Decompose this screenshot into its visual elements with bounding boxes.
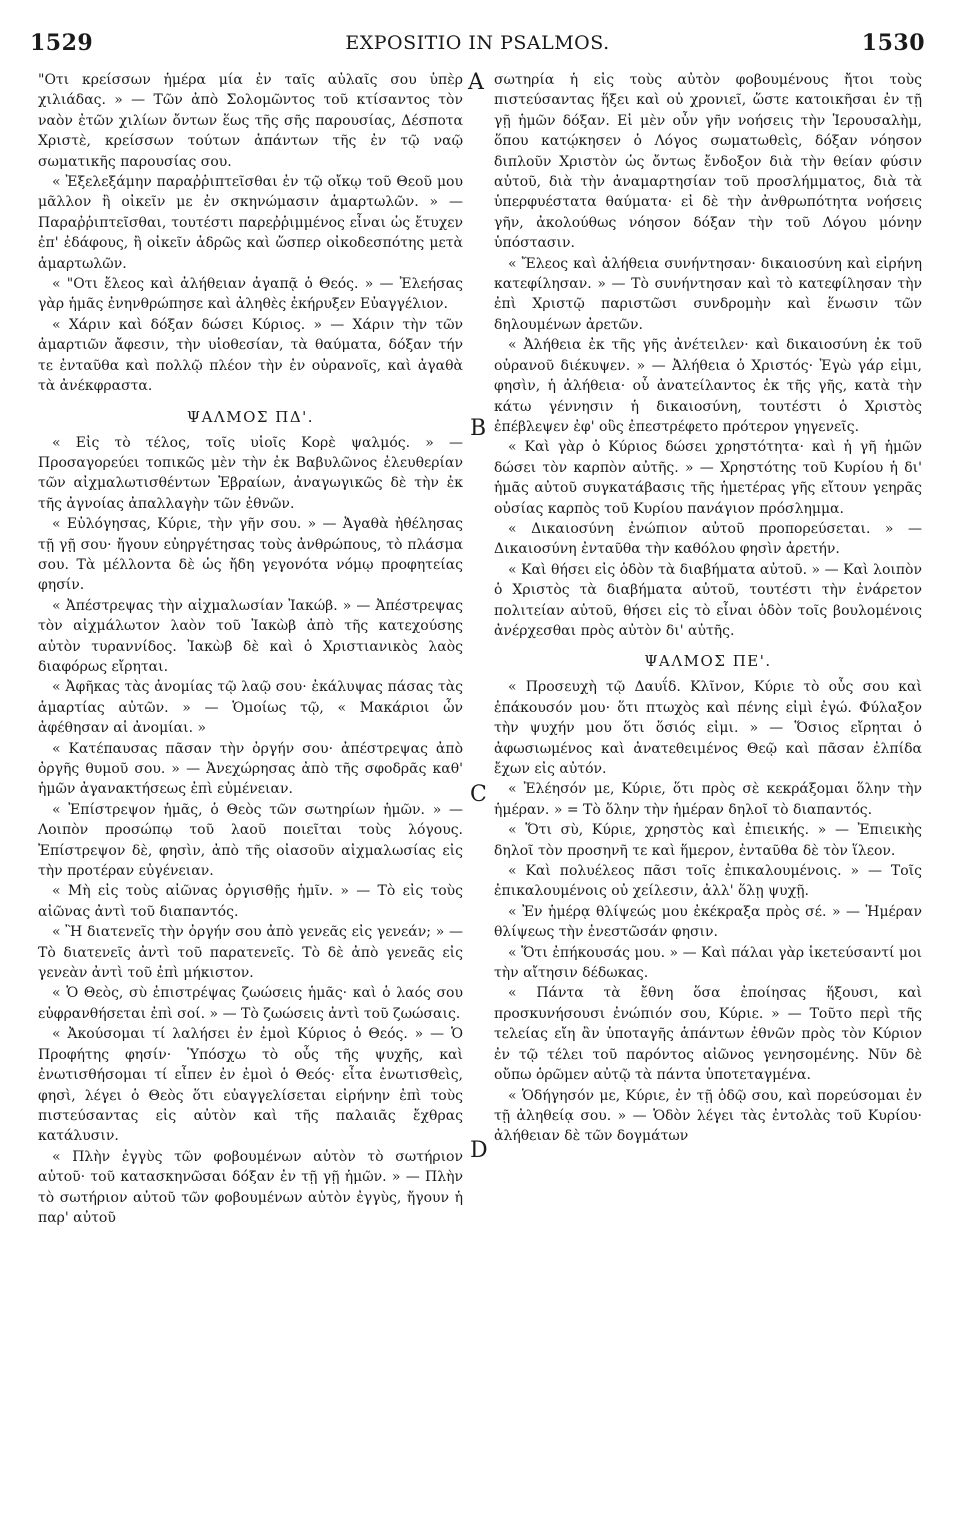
paragraph: « Καὶ πολυέλεος πᾶσι τοῖς ἐπικαλουμένοις. » — Τοῖς ἐπικαλουμένοις οὐ χείλεσιν, ἀλλ' ὅλῃ ψυχῇ. bbox=[494, 863, 922, 900]
running-title: EXPOSITIO IN PSALMOS. bbox=[345, 32, 610, 54]
paragraph: « Χάριν καὶ δόξαν δώσει Κύριος. » — Χάριν τὴν τῶν ἁμαρτιῶν ἄφεσιν, τὴν υἱοθεσίαν, τὰ θαύματα, δόξαν τήν τε ἐνταῦθα καὶ πολλῷ πλέον τὴν ἐν οὐρανοῖς, καὶ ἀγαθὰ τὰ ἀνέκφραστα. bbox=[38, 316, 463, 395]
running-header bbox=[30, 30, 925, 64]
paragraph: « Δικαιοσύνη ἐνώπιον αὐτοῦ προπορεύσεται. » — Δικαιοσύνη ἐνταῦθα τὴν καθόλου φησὶν ἀρετήν. bbox=[494, 520, 922, 558]
margin-letter-b: B bbox=[470, 416, 487, 441]
paragraph: « Ἐπίστρεψον ἡμᾶς, ὁ Θεὸς τῶν σωτηρίων ἡμῶν. » — Λοιπὸν προσώπῳ τοῦ λαοῦ ποιεῖται τοὺς λόγους. Ἐπίστρεψον δὲ, φησὶν, ἀπὸ τῆς οἰασοῦν αἰχμαλωσίας εἰς τὴν προτέραν εὐγένειαν. bbox=[38, 801, 463, 880]
paragraph: « Προσευχὴ τῷ Δαυΐδ. Κλῖνον, Κύριε τὸ οὖς σου καὶ ἐπάκουσόν μου· ὅτι πτωχὸς καὶ πένης εἰμὶ ἐγώ. Φύλαξον τὴν ψυχήν μου ὅτι ὅσιός εἰμι. » — Ὅσιος εἴρηται ὁ ἀφωσιωμένος καὶ ἀνατεθειμένος Θεῷ καὶ πᾶσαν ἐλπίδα ἔχων εἰς αὐτόν. bbox=[494, 679, 922, 777]
paragraph: « Εἰς τὸ τέλος, τοῖς υἱοῖς Κορὲ ψαλμός. » — Προσαγορεύει τοπικῶς μὲν τὴν ἐκ Βαβυλῶνος ἐλευθερίαν τῶν αἰχμαλωτισθέντων Ἑβραίων, ἀναγωγικῶς δὲ τὴν ἐκ τῆς ἀγνοίας ἀπαλλαγὴν τῶν ἐθνῶν. bbox=[38, 434, 463, 512]
right-column bbox=[494, 70, 922, 1147]
left-column bbox=[38, 70, 463, 1228]
page-number-left: 1529 bbox=[30, 30, 94, 56]
margin-letter-c: C bbox=[470, 782, 487, 807]
paragraph: « Ἀπέστρεψας τὴν αἰχμαλωσίαν Ἰακώβ. » — Ἀπέστρεψας τὸν αἰχμάλωτον λαὸν τοῦ Ἰακὼβ ἀπὸ τῆς κατεχούσης αὐτὸν τυραννίδος. Ἰακὼβ δὲ καὶ ὁ Χριστιανικὸς λαὸς διαφόρως εἴρηται. bbox=[38, 597, 463, 675]
paragraph: « Ὅτι ἐπήκουσάς μου. » — Καὶ πάλαι γὰρ ἱκετεύσαντί μοι τὴν αἴτησιν δέδωκας. bbox=[494, 944, 922, 982]
paragraph: « Ἀλήθεια ἐκ τῆς γῆς ἀνέτειλεν· καὶ δικαιοσύνη ἐκ τοῦ οὐρανοῦ διέκυψεν. » — Ἀλήθεια ὁ Χριστός· Ἐγὼ γάρ εἰμι, φησὶν, ἡ ἀλήθεια· οὗ ἀνατείλαντος ἐκ τῆς γῆς, κατὰ τὴν κάτω γέννησιν ἡ δικαιοσύνη, τουτέστι ὁ Χριστὸς ἐπέβλεψεν ἐφ' οὓς ἐπεστρέφετο πρότερον γηγενεῖς. bbox=[494, 337, 922, 435]
paragraph: « Εὐλόγησας, Κύριε, τὴν γῆν σου. » — Ἀγαθὰ ἠθέλησας τῇ γῇ σου· ἤγουν εὐηργέτησας τοὺς ἀνθρώπους, τὸ πλάσμα σου. Τὰ μέλλοντα δὲ ὡς ἤδη γεγονότα νόμῳ προφητείας φησίν. bbox=[38, 516, 463, 594]
paragraph: « Καὶ γὰρ ὁ Κύριος δώσει χρηστότητα· καὶ ἡ γῆ ἡμῶν δώσει τὸν καρπὸν αὐτῆς. » — Χρηστότης τοῦ Κυρίου ἡ δι' ἡμᾶς αὐτοῦ συγκατάβασις τῆς ἡμετέρας γῆς εἴτουν γεηρᾶς οὐσίας καρπὸς τοῦ Κυρίου πανάγιον πρόσλημμα. bbox=[494, 439, 922, 517]
paragraph: « Ἔλεος καὶ ἀλήθεια συνήντησαν· δικαιοσύνη καὶ εἰρήνη κατεφίλησαν. » — Τὸ συνήντησαν καὶ τὸ κατεφίλησαν τὴν ἐπὶ Χριστῷ παριστῶσι συνδρομὴν καὶ ἕνωσιν τῶν δηλουμένων ἀρετῶν. bbox=[494, 255, 922, 333]
paragraph: « Ἐν ἡμέρᾳ θλίψεώς μου ἐκέκραξα πρὸς σέ. » — Ἡμέραν θλίψεως τὴν ἐνεστῶσάν φησιν. bbox=[494, 903, 922, 941]
margin-letter-a: A bbox=[468, 70, 484, 95]
paragraph: σωτηρία ἡ εἰς τοὺς αὐτὸν φοβουμένους ἤτοι τοὺς πιστεύσαντας ἥξει καὶ οὐ χρονιεῖ, ὥστε κατοικῆσαι ἐν τῇ γῇ ἡμῶν δόξαν. Εἰ μὲν οὖν γῆν νοήσεις τὴν Ἱερουσαλὴμ, ὅπου κατῴκησεν ὁ Λόγος σωματωθεὶς, δόξαν νόησον διπλοῦν Χριστὸν ὡς ὄντως ἔνδοξον διὰ τὴν θείαν φύσιν αὐτοῦ, διὰ τὴν ἀναμαρτησίαν τοῦ προσλήμματος, διὰ τὰ ὑπερφυέστατα θαύματα· εἰ δὲ τὴν ἀνθρωπότητα νοήσεις γῆν, ἀκολούθως νόησον δόξαν τὴν τοῦ Λόγου μόνην ὑπόστασιν. bbox=[494, 72, 922, 252]
paragraph: « Ἀφῆκας τὰς ἀνομίας τῷ λαῷ σου· ἐκάλυψας πάσας τὰς ἁμαρτίας αὐτῶν. » — Ὁμοίως τῷ, « Μακάριοι ὧν ἀφέθησαν αἱ ἀνομίαι. » bbox=[38, 679, 463, 737]
margin-letter-d: D bbox=[470, 1138, 488, 1163]
psalm-heading: ΨΑΛΜΟΣ ΠΔ'. bbox=[186, 407, 315, 426]
paragraph: « Καὶ θήσει εἰς ὁδὸν τὰ διαβήματα αὐτοῦ. » — Καὶ λοιπὸν ὁ Χριστὸς τὰ διαβήματα αὐτοῦ, τουτέστι τὴν ἐνάρετον πολιτείαν αὐτοῦ, θήσει εἰς τὸ εἶναι ὁδὸν τοῖς βουλομένοις ἀνέρχεσθαι πρὸς αὐτὸν δι' αὐτῆς. bbox=[494, 561, 922, 639]
paragraph: "Οτι κρείσσων ἡμέρα μία ἐν ταῖς αὐλαῖς σου ὑπὲρ χιλιάδας. » — Τῶν ἀπὸ Σολομῶντος τοῦ κτίσαντος τὸν ναὸν ἐτῶν χιλίων ὄντων ἕως τῆς σῆς παρουσίας, Δέσποτα Χριστὲ, κρείσσων τούτων ἁπάντων τῆς ἐν τῷ ναῷ σωματικῆς παρουσίας σου. bbox=[38, 72, 463, 170]
paragraph: « Ἀκούσομαι τί λαλήσει ἐν ἐμοὶ Κύριος ὁ Θεός. » — Ὁ Προφήτης φησίν· Ὑπόσχω τὸ οὖς τῆς ψυχῆς, καὶ ἐνωτισθήσομαι τί εἶπεν ἐν ἐμοὶ ὁ Θεός· εἶτα ἐνωτισθεὶς, φησὶ, λέγει ὁ Θεὸς ὅτι εὐαγγελίσεται εἰρήνην ἐπὶ τοὺς πιστεύσαντας εἰς αὐτὸν καὶ τῆς παλαιᾶς ἔχθρας κατάλυσιν. bbox=[38, 1026, 463, 1145]
paragraph: « Ὅτι σὺ, Κύριε, χρηστὸς καὶ ἐπιεικής. » — Ἐπιεικὴς δηλοῖ τὸν προσηνῆ τε καὶ ἥμερον, ἐνταῦθα δὲ τὸν ἵλεον. bbox=[494, 822, 922, 859]
paragraph: « Ἐξελεξάμην παραῤῥιπτεῖσθαι ἐν τῷ οἴκῳ τοῦ Θεοῦ μου μᾶλλον ἢ οἰκεῖν με ἐν σκηνώμασιν ἁμαρτωλῶν. » — Παραῤῥιπτεῖσθαι, τουτέστι παρεῤῥιμμένος εἶναι ὡς ἔτυχεν ἐπ' ἐδάφους, ἢ οἰκεῖν ἁδρῶς καὶ ὥσπερ οἰκοδεσπότης μετὰ ἁμαρτωλῶν. bbox=[38, 174, 463, 272]
paragraph: « "Οτι ἔλεος καὶ ἀλήθειαν ἀγαπᾷ ὁ Θεός. » — Ἐλεήσας γὰρ ἡμᾶς ἐνηνθρώπησε καὶ ἀληθὲς ἐκήρυξεν Εὐαγγέλιον. bbox=[38, 276, 463, 313]
paragraph: « Ὁ Θεὸς, σὺ ἐπιστρέψας ζωώσεις ἡμᾶς· καὶ ὁ λαός σου εὐφρανθήσεται ἐπὶ σοί. » — Τὸ ζωώσεις ἀντὶ τοῦ ζωώσαις. bbox=[38, 985, 463, 1022]
paragraph: « Πλὴν ἐγγὺς τῶν φοβουμένων αὐτὸν τὸ σωτήριον αὐτοῦ· τοῦ κατασκηνῶσαι δόξαν ἐν τῇ γῇ ἡμῶν. » — Πλὴν τὸ σωτήριον αὐτοῦ τῶν φοβουμένων αὐτὸν ἐγγὺς, ἤγουν ἡ παρ' αὐτοῦ bbox=[38, 1148, 463, 1226]
paragraph: « Πάντα τὰ ἔθνη ὅσα ἐποίησας ἥξουσι, καὶ προσκυνήσουσι ἐνώπιόν σου, Κύριε. » — Τοῦτο περὶ τῆς τελείας εἴη ἂν ὑποταγῆς ἁπάντων ἐθνῶν πρὸς τὸν Κύριον ἐν τῷ τέλει τοῦ παρόντος αἰῶνος γενησομένης. Νῦν δὲ οὔπω ὁρῶμεν αὐτῷ τὰ πάντα ὑποτεταγμένα. bbox=[494, 985, 922, 1084]
paragraph: « Μὴ εἰς τοὺς αἰῶνας ὀργισθῇς ἡμῖν. » — Τὸ εἰς τοὺς αἰῶνας ἀντὶ τοῦ διαπαντός. bbox=[38, 883, 463, 920]
page-number-right: 1530 bbox=[861, 30, 925, 56]
psalm-heading: ΨΑΛΜΟΣ ΠΕ'. bbox=[644, 652, 772, 671]
paragraph: « Ὁδήγησόν με, Κύριε, ἐν τῇ ὁδῷ σου, καὶ πορεύσομαι ἐν τῇ ἀληθείᾳ σου. » — Ὁδὸν λέγει τὰς ἐντολὰς τοῦ Κυρίου· ἀλήθειαν δὲ τῶν δογμάτων bbox=[494, 1087, 922, 1145]
paragraph: « Ἢ διατενεῖς τὴν ὀργήν σου ἀπὸ γενεᾶς εἰς γενεάν; » — Τὸ διατενεῖς ἀντὶ τοῦ παρατενεῖς. Τὸ δὲ ἀπὸ γενεᾶς εἰς γενεὰν ἀντὶ τοῦ ἐπὶ μήκιστον. bbox=[38, 924, 463, 982]
paragraph: « Ἐλέησόν με, Κύριε, ὅτι πρὸς σὲ κεκράξομαι ὅλην τὴν ἡμέραν. » = Τὸ ὅλην τὴν ἡμέραν δηλοῖ τὸ διαπαντός. bbox=[494, 781, 922, 818]
paragraph: « Κατέπαυσας πᾶσαν τὴν ὀργήν σου· ἀπέστρεψας ἀπὸ ὀργῆς θυμοῦ σου. » — Ἀνεχώρησας ἀπὸ τῆς σφοδρᾶς καθ' ἡμῶν ἀγανακτήσεως ἐπὶ εὐμένειαν. bbox=[38, 740, 463, 798]
